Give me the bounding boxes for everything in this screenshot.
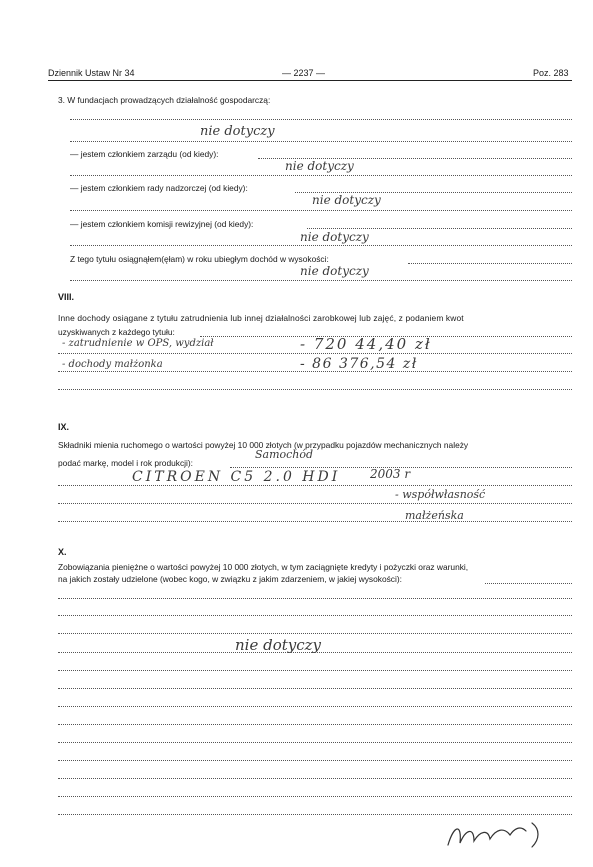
dotted-line [58,485,572,486]
dotted-line [58,598,572,599]
section-ix-text: Składniki mienia ruchomego o wartości powyżej 10 000 złotych (w przypadku pojazdów mechanicznych należy [58,440,469,450]
dotted-line [58,371,572,372]
handwritten-income-source: - zatrudnienie w OPS, wydział [62,338,214,349]
dotted-line [58,688,572,689]
dotted-line [58,706,572,707]
dotted-line [58,778,572,779]
audit-committee-label: — jestem członkiem komisji rewizyjnej (od kiedy): [70,219,254,229]
handwritten-income-amount: - 86 376,54 zł [300,356,418,372]
handwritten-vehicle-year: 2003 r [370,467,411,481]
page-number: — 2237 — [282,68,326,78]
section-ix-number: IX. [58,422,70,432]
dotted-line [408,263,572,264]
dotted-line [58,652,572,653]
section-ix-text-2: podać markę, model i rok produkcji): [58,458,193,468]
dotted-line [307,228,572,229]
section-viii-text-2: uzyskiwanych z każdego tytułu: [58,327,175,337]
dotted-line [58,615,572,616]
handwritten-asset-type: Samochód [255,448,314,461]
dotted-line [58,742,572,743]
handwritten-ownership-note: - współwłasność [395,488,486,501]
dotted-line [58,760,572,761]
handwritten-answer: nie dotyczy [200,124,275,139]
dotted-line [58,353,572,354]
dotted-line [70,245,572,246]
dotted-line [70,280,572,281]
dotted-line [70,141,572,142]
handwritten-answer: nie dotyczy [312,193,381,207]
position-number: Poz. 283 [533,68,569,78]
dotted-line [70,210,572,211]
handwritten-ownership-note: małżeńska [405,509,464,522]
supervisory-board-label: — jestem członkiem rady nadzorczej (od kiedy): [70,183,248,193]
dotted-line [58,796,572,797]
dotted-line [70,175,572,176]
handwritten-answer: nie dotyczy [300,264,369,278]
handwritten-vehicle: CITROEN C5 2.0 HDI [132,469,341,485]
s3-heading: 3. W fundacjach prowadzących działalność gospodarczą: [58,95,271,105]
section-viii-number: VIII. [58,292,75,302]
journal-title: Dziennik Ustaw Nr 34 [48,68,135,78]
income-label: Z tego tytułu osiągnąłem(ęłam) w roku ubiegłym dochód w wysokości: [70,254,329,264]
handwritten-income-source: - dochody małżonka [62,359,163,370]
dotted-line [58,503,572,504]
section-x-text: Zobowiązania pieniężne o wartości powyżej 10 000 złotych, w tym zaciągnięte kredyty i pożyczki oraz warunki, [58,562,469,572]
dotted-line [58,670,572,671]
dotted-line [485,583,572,584]
handwritten-answer: nie dotyczy [300,230,369,244]
board-member-label: — jestem członkiem zarządu (od kiedy): [70,149,219,159]
dotted-line [58,724,572,725]
dotted-line [58,633,572,634]
signature-icon [440,815,550,855]
section-x-text-2: na jakich zostały udzielone (wobec kogo, w związku z jakim zdarzeniem, w jakiej wysokości): [58,574,402,584]
dotted-line [70,119,572,120]
handwritten-income-amount: - 720 44,40 zł [300,335,432,353]
header-rule [48,80,572,81]
handwritten-answer: nie dotyczy [235,636,322,654]
dotted-line [58,389,572,390]
section-viii-text: Inne dochody osiągane z tytułu zatrudnienia lub innej działalności zarobkowej lub zajęć, z podaniem kwot [58,313,464,323]
handwritten-answer: nie dotyczy [285,159,354,173]
section-x-number: X. [58,547,67,557]
dotted-line [58,521,572,522]
